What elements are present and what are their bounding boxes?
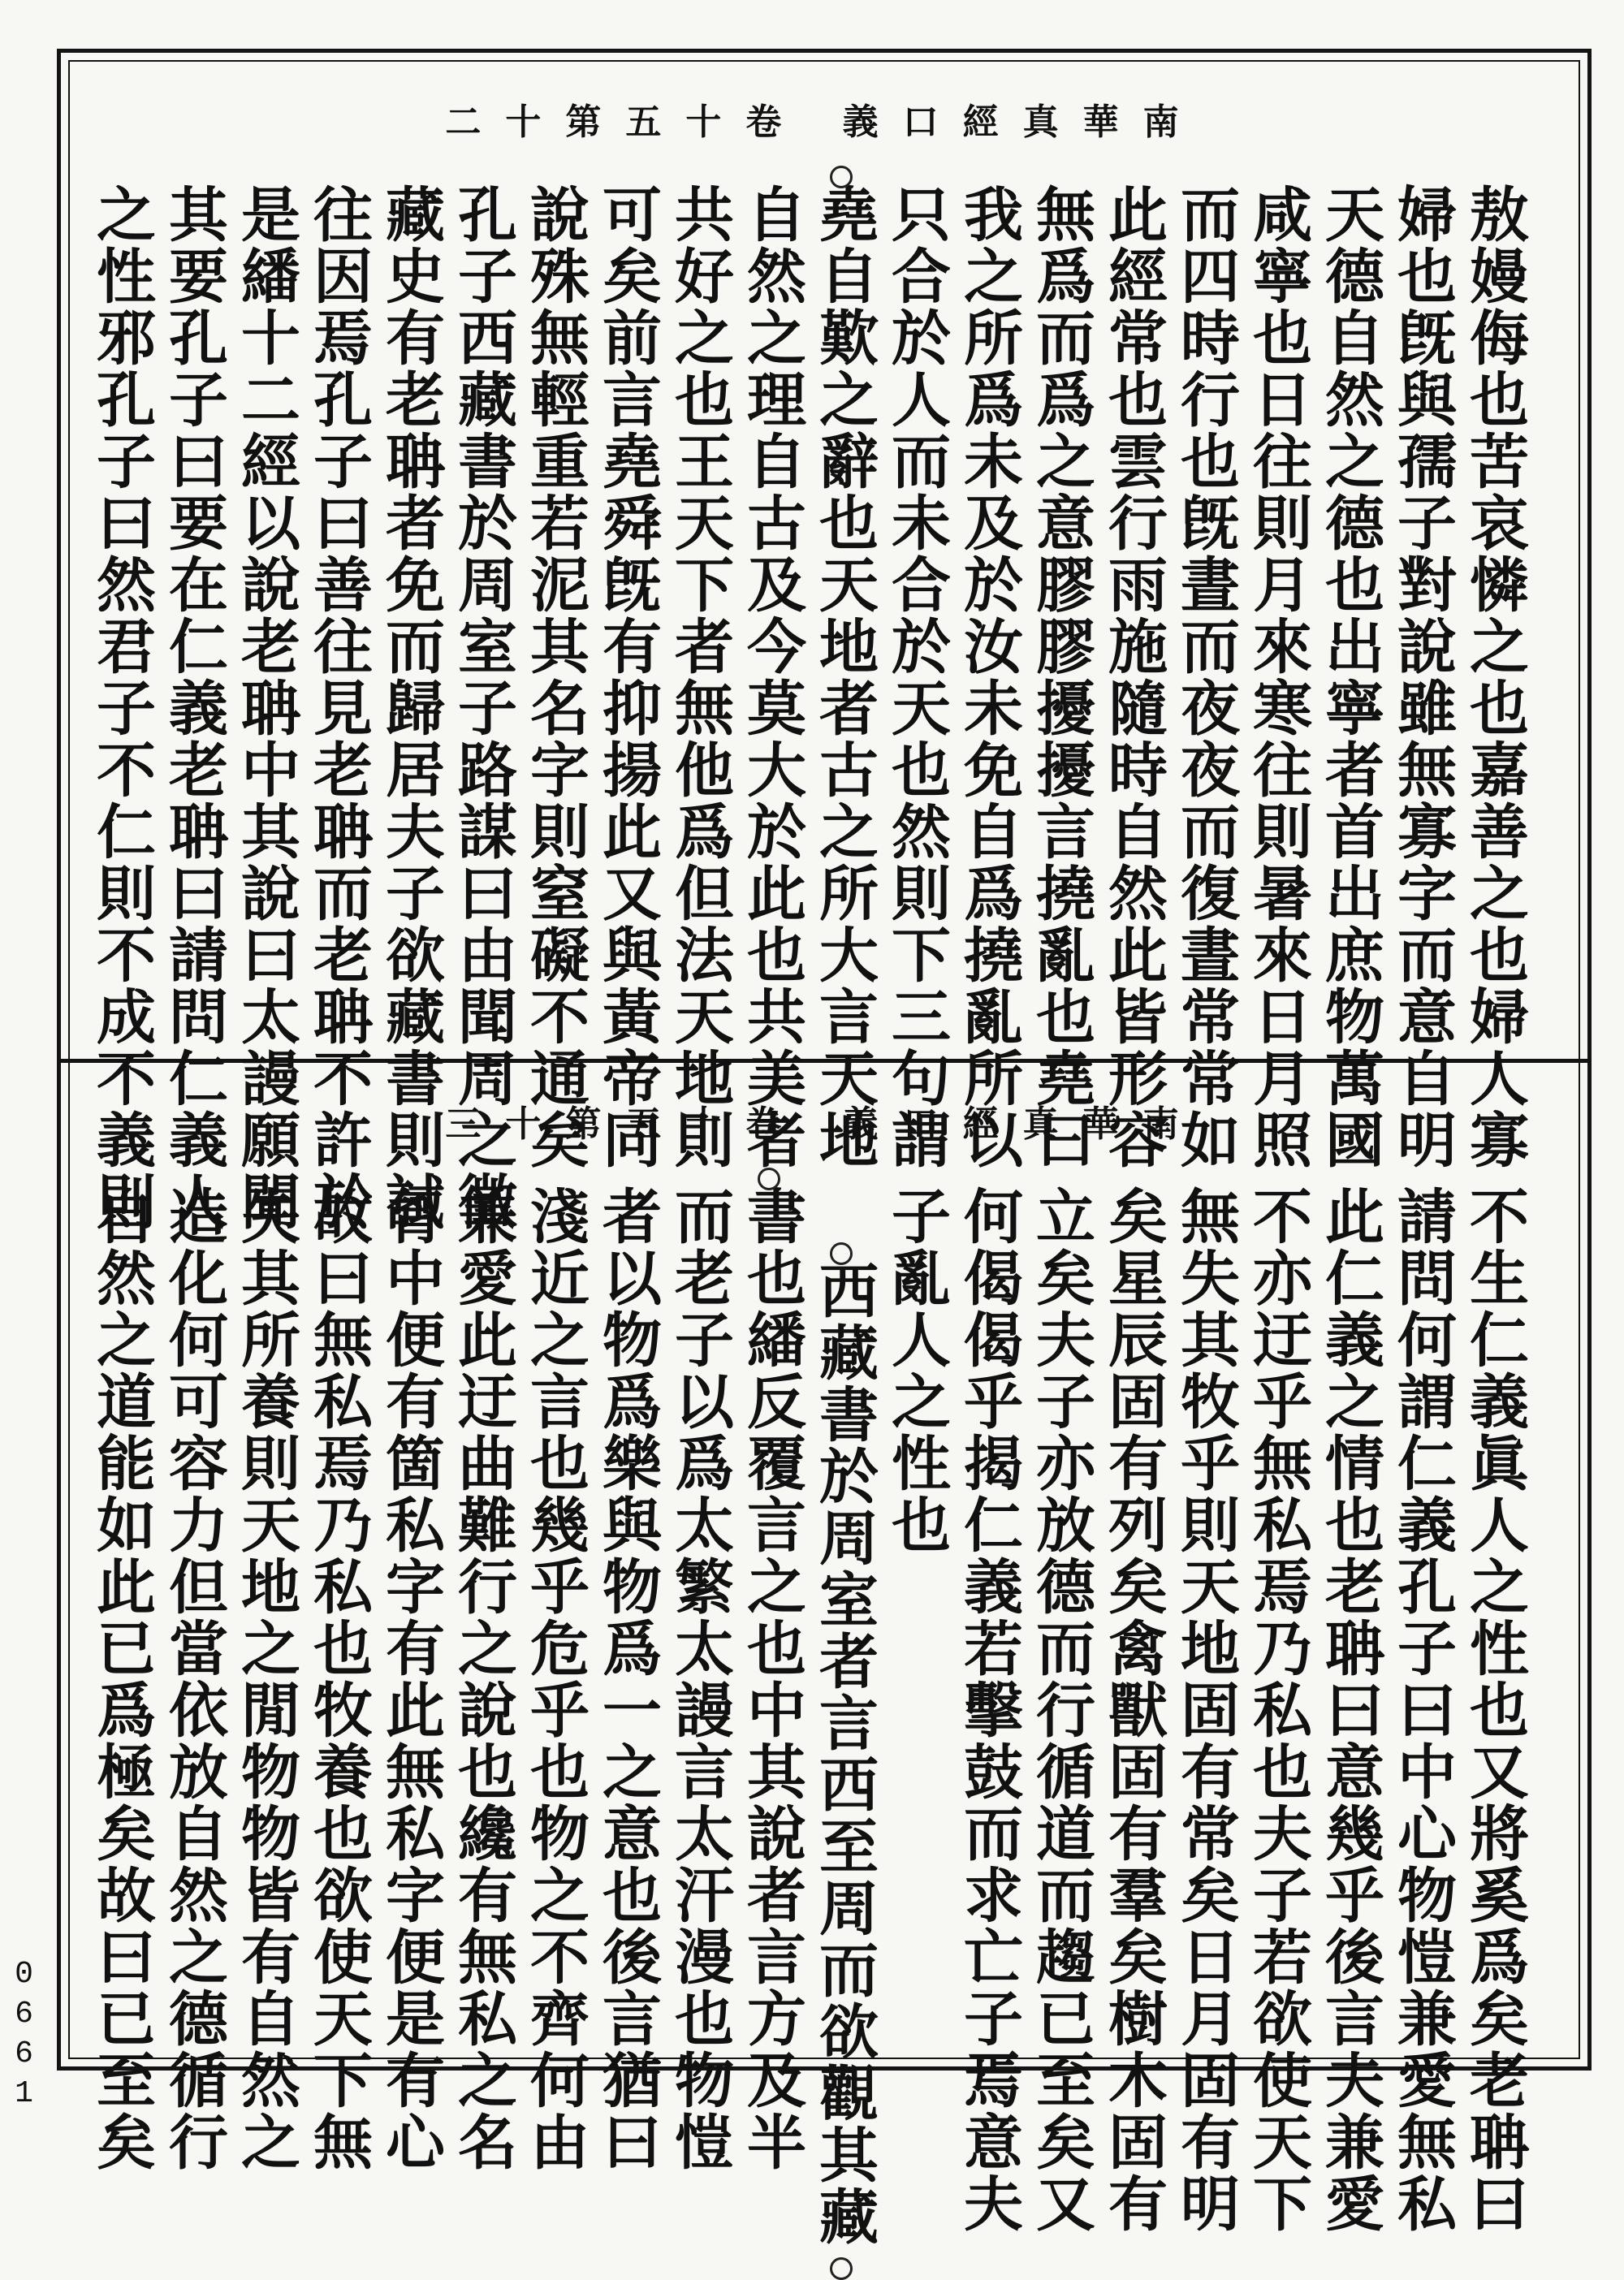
text-column: 之性邪孔子曰然君子不仁則不成不義則	[86, 184, 156, 1233]
text-column: 而四時行也旣晝而夜夜而復晝常常如	[1170, 184, 1240, 1171]
running-header: 南華真經口義 卷十五第十三	[445, 1103, 1203, 1145]
text-columns	[84, 1185, 1530, 2248]
text-column: 往因焉孔子曰善往見老聃而老聃不許於	[303, 184, 373, 1233]
text-column: 堯自歎之辭也天地者古之所大言天地	[807, 184, 879, 1233]
text-column: 此經常也雲行雨施隨時自然此皆形容	[1098, 184, 1168, 1171]
text-column: 是繙十二經以說老聃中其說曰太謾願聞	[231, 184, 300, 1233]
text-column: 而老子以爲太繁太謾言太汗漫也物愷	[664, 1185, 734, 2173]
text-column: 自然之理自古及今莫大於此也共美者	[736, 184, 806, 1171]
text-column: 藏史有老聃者免而歸居夫子欲藏書則試	[375, 184, 445, 1233]
text-column: 我之所爲未及於汝未免自爲撓亂所以	[953, 184, 1023, 1171]
text-column: 只合於人而未合於天也然則下三句謂	[881, 184, 951, 1171]
text-column: 天德自然之德也出寧者首出庶物萬國	[1315, 184, 1384, 1171]
text-column: 矣星辰固有列矣禽獸固有羣矣樹木固有	[1098, 1185, 1168, 2235]
text-column: 可矣前言堯舜旣有抑揚此又與黃帝同	[592, 184, 662, 1171]
text-column: 何偈偈乎揭仁義若擊鼓而求亡子焉意夫	[953, 1185, 1023, 2235]
text-column: 無失其牧乎則天地固有常矣日月固有明	[1170, 1185, 1240, 2235]
running-header: 南華真經口義 卷十五第十二	[445, 101, 1203, 143]
page-number: 0661	[6, 1957, 41, 2116]
text-column: 西藏書於周室者言西至周而欲觀其藏	[807, 1185, 879, 2248]
text-column: 子亂人之性也	[881, 1185, 951, 1556]
lower-page	[70, 1064, 1579, 2248]
text-column: 自然之道能如此已爲極矣故曰已至矣	[86, 1185, 156, 2173]
text-column: 不亦迂乎無私焉乃私也夫子若欲使天下	[1242, 1185, 1312, 2235]
text-column: 共好之也王天下者無他爲但法天地則	[664, 184, 734, 1171]
text-column: 無爲而爲之意膠膠擾擾言撓亂也堯曰	[1026, 184, 1095, 1171]
text-column: 此仁義之情也老聃曰意幾乎後言夫兼愛	[1315, 1185, 1384, 2235]
text-column: 書也繙反覆言之也中其說者言方及半	[735, 1185, 807, 2248]
text-column: 兼愛此迂曲難行之說也纔有無私之名	[447, 1185, 517, 2173]
text-column: 孔子西藏書於周室子路謀曰由聞周之徵	[447, 184, 517, 1233]
text-column: 不生仁義眞人之性也又將奚爲矣老聃曰	[1459, 1185, 1529, 2235]
text-column: 胷中便有箇私字有此無私字便是有心	[375, 1185, 445, 2173]
text-column: 咸寧也日往則月來寒往則暑來日月照	[1242, 184, 1312, 1171]
text-column: 立矣夫子亦放德而行循道而趨已至矣又	[1026, 1185, 1095, 2235]
text-column: 故曰無私焉乃私也牧養也欲使天下無	[303, 1185, 373, 2173]
text-column: 淺近之言也幾乎危乎也物之不齊何由	[520, 1185, 590, 2173]
text-column: 說殊無輕重若泥其名字則窒礙不通矣	[520, 184, 590, 1171]
text-column: 者以物爲樂與物爲一之意也後言猶曰	[592, 1185, 662, 2173]
text-column: 失其所養則天地之閒物物皆有自然之	[231, 1185, 300, 2173]
text-column: 造化何可容力但當依放自然之德循行	[158, 1185, 228, 2173]
text-column: 其要孔子曰要在仁義老聃曰請問仁義人	[158, 184, 228, 1233]
text-column: 請問何謂仁義孔子曰中心物愷兼愛無私	[1387, 1185, 1457, 2235]
text-column: 婦也旣與孺子對說雖無寡字而意自明	[1387, 184, 1457, 1171]
text-column: 敖嫚侮也苦哀憐之也嘉善之也婦人寡	[1459, 184, 1529, 1171]
